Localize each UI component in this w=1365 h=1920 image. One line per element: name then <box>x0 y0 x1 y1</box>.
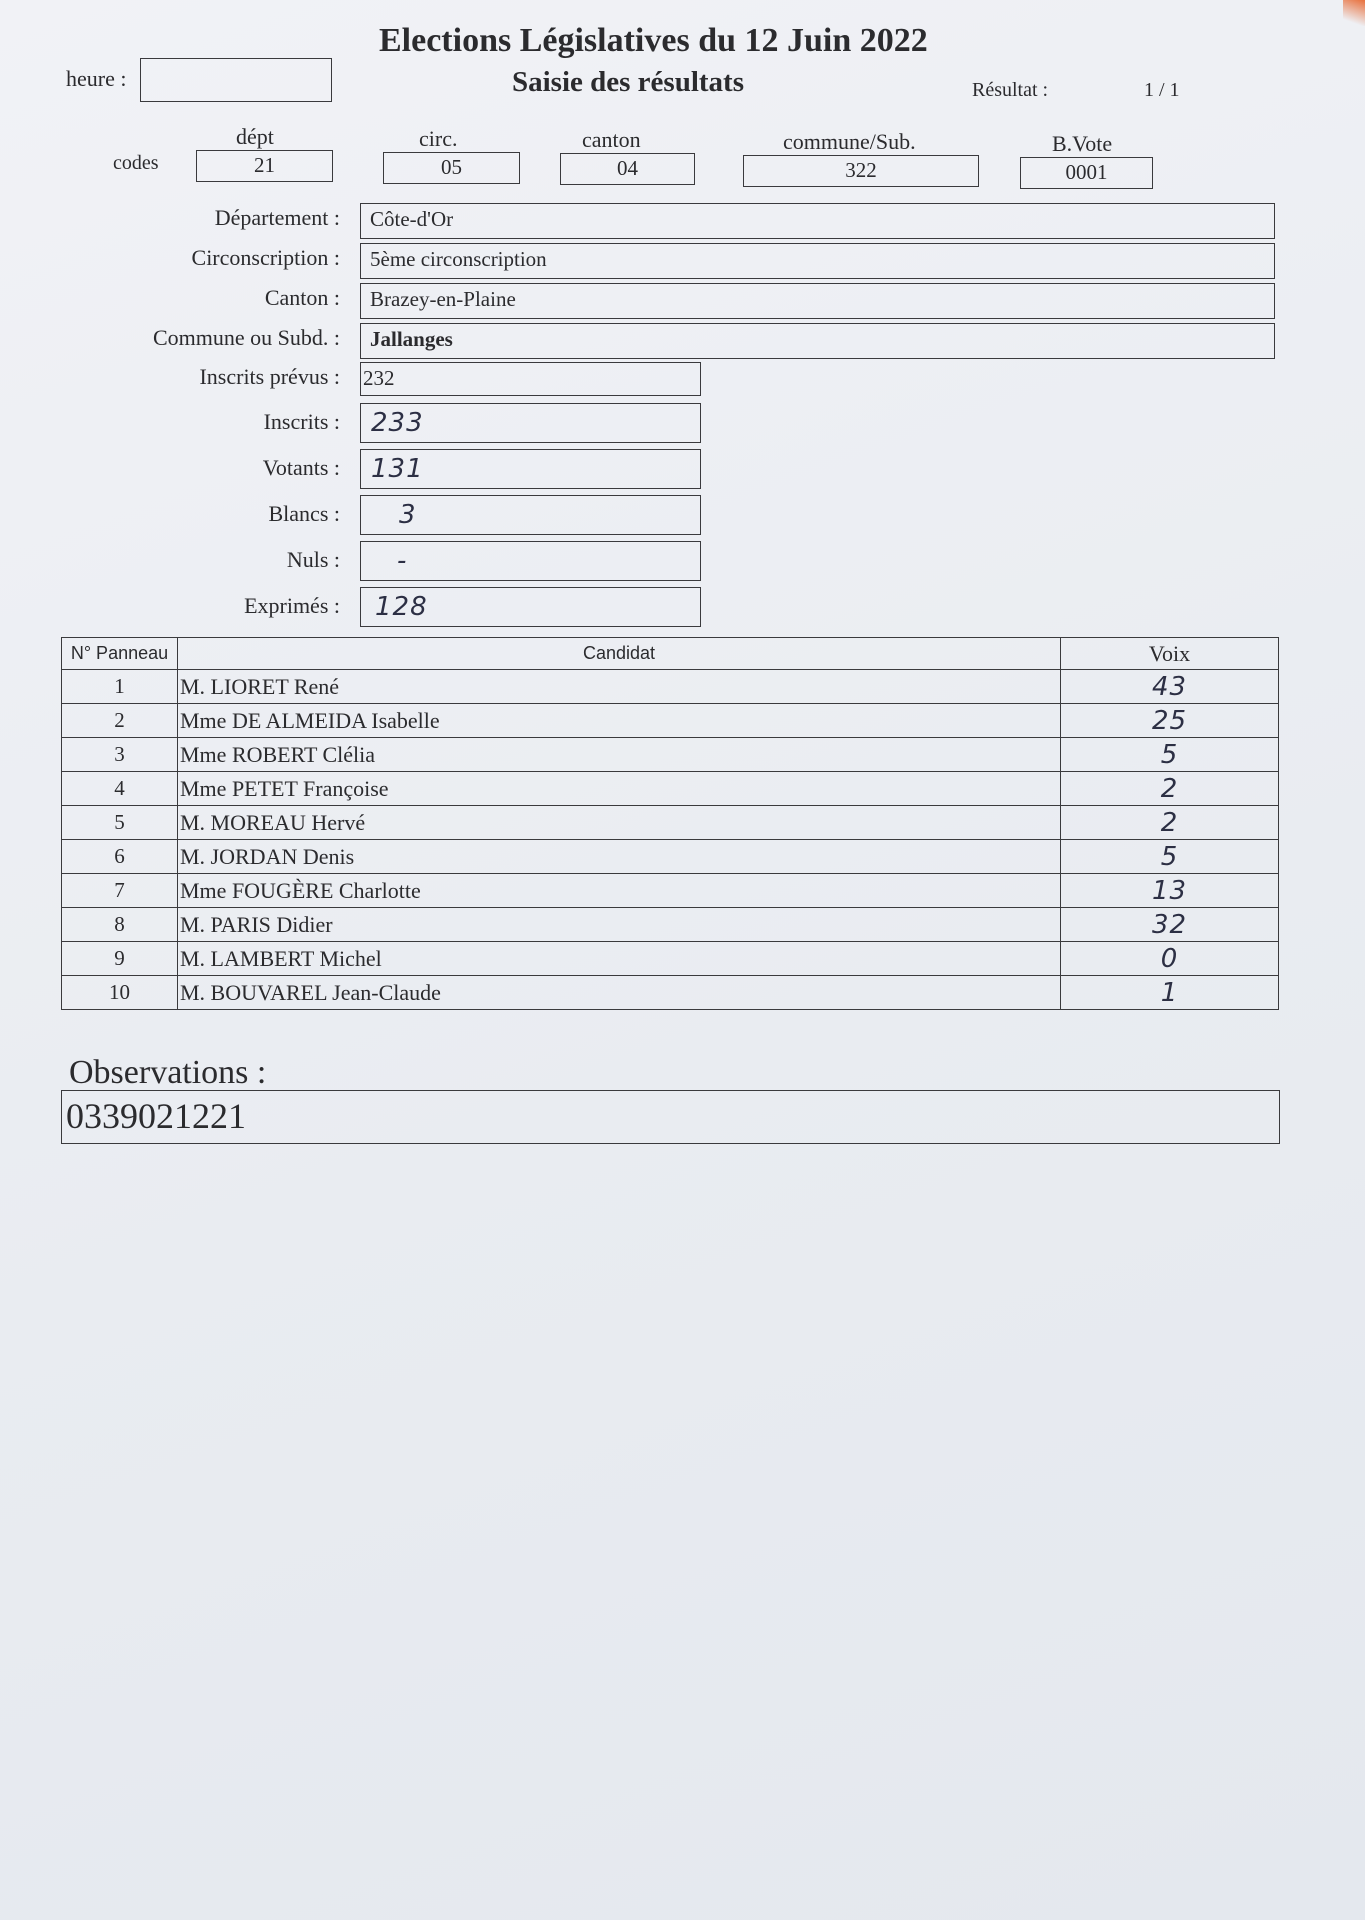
commune-code-field[interactable]: 322 <box>743 155 979 187</box>
voix-value[interactable]: 13 <box>1061 874 1279 908</box>
blancs-label: Blancs : <box>268 501 340 526</box>
voix-value[interactable]: 2 <box>1061 806 1279 840</box>
table-row <box>62 976 1279 1010</box>
commune-field[interactable]: Jallanges <box>360 323 1275 359</box>
dept-code-field[interactable]: 21 <box>196 150 333 182</box>
panneau-number: 3 <box>62 738 178 772</box>
circ-code-label: circ. <box>419 126 458 151</box>
candidate-name: Mme FOUGÈRE Charlotte <box>178 874 1061 908</box>
blancs-field[interactable]: 3 <box>360 495 701 535</box>
departement-label: Département : <box>214 205 340 230</box>
panneau-number: 9 <box>62 942 178 976</box>
page-subtitle: Saisie des résultats <box>512 66 744 98</box>
heure-label: heure : <box>66 66 127 91</box>
nuls-field[interactable]: - <box>360 541 701 581</box>
commune-label: Commune ou Subd. : <box>152 325 340 350</box>
panneau-number: 5 <box>62 806 178 840</box>
voix-value[interactable]: 5 <box>1061 738 1279 772</box>
panneau-number: 4 <box>62 772 178 806</box>
table-row <box>62 942 1279 976</box>
resultat-label: Résultat : <box>972 79 1049 101</box>
circonscription-field[interactable]: 5ème circonscription <box>360 243 1275 279</box>
table-row <box>62 908 1279 942</box>
voix-value[interactable]: 43 <box>1061 670 1279 704</box>
candidate-name: M. LAMBERT Michel <box>178 942 1061 976</box>
voix-value[interactable]: 5 <box>1061 840 1279 874</box>
panneau-number: 8 <box>62 908 178 942</box>
table-row <box>62 772 1279 806</box>
results-table <box>61 637 1279 1010</box>
heure-field[interactable] <box>140 58 332 102</box>
candidat-header: Candidat <box>178 638 1061 670</box>
candidate-name: M. LIORET René <box>178 670 1061 704</box>
canton-code-field[interactable]: 04 <box>560 153 695 185</box>
voix-value[interactable]: 1 <box>1061 976 1279 1010</box>
commune-code-label: commune/Sub. <box>783 129 916 154</box>
bvote-code-label: B.Vote <box>1052 131 1113 156</box>
observations-label: Observations : <box>69 1054 267 1091</box>
votants-label: Votants : <box>262 455 340 480</box>
circonscription-label: Circonscription : <box>191 245 340 270</box>
candidate-name: Mme PETET Françoise <box>178 772 1061 806</box>
canton-field[interactable]: Brazey-en-Plaine <box>360 283 1275 319</box>
table-row <box>62 738 1279 772</box>
voix-value[interactable]: 0 <box>1061 942 1279 976</box>
page-title: Elections Législatives du 12 Juin 2022 <box>379 22 928 59</box>
table-row <box>62 806 1279 840</box>
voix-value[interactable]: 25 <box>1061 704 1279 738</box>
observations-field[interactable]: 0339021221 <box>61 1090 1280 1144</box>
candidate-name: Mme ROBERT Clélia <box>178 738 1061 772</box>
panneau-header: N° Panneau <box>62 638 178 670</box>
panneau-number: 6 <box>62 840 178 874</box>
inscrits-field[interactable]: 233 <box>360 403 701 443</box>
table-row <box>62 704 1279 738</box>
voix-header: Voix <box>1061 638 1279 670</box>
bvote-code-field[interactable]: 0001 <box>1020 157 1153 189</box>
canton-label: Canton : <box>264 285 340 310</box>
candidate-name: M. MOREAU Hervé <box>178 806 1061 840</box>
paper-edge-stain <box>1343 0 1365 26</box>
inscrits-prevus-field[interactable]: 232 <box>360 362 701 396</box>
table-row <box>62 670 1279 704</box>
canton-code-label: canton <box>582 127 641 152</box>
circ-code-field[interactable]: 05 <box>383 152 520 184</box>
panneau-number: 2 <box>62 704 178 738</box>
voix-value[interactable]: 2 <box>1061 772 1279 806</box>
departement-field[interactable]: Côte-d'Or <box>360 203 1275 239</box>
results-header-row <box>62 638 1279 670</box>
exprimes-field[interactable]: 128 <box>360 587 701 627</box>
exprimes-label: Exprimés : <box>244 593 340 618</box>
panneau-number: 7 <box>62 874 178 908</box>
table-row <box>62 840 1279 874</box>
resultat-value: 1 / 1 <box>1144 79 1180 101</box>
voix-value[interactable]: 32 <box>1061 908 1279 942</box>
panneau-number: 10 <box>62 976 178 1010</box>
votants-field[interactable]: 131 <box>360 449 701 489</box>
table-row <box>62 874 1279 908</box>
inscrits-label: Inscrits : <box>263 409 340 434</box>
codes-label: codes <box>113 152 159 174</box>
dept-code-label: dépt <box>236 124 274 149</box>
inscrits-prevus-label: Inscrits prévus : <box>199 364 340 389</box>
candidate-name: M. JORDAN Denis <box>178 840 1061 874</box>
candidate-name: M. PARIS Didier <box>178 908 1061 942</box>
candidate-name: M. BOUVAREL Jean-Claude <box>178 976 1061 1010</box>
candidate-name: Mme DE ALMEIDA Isabelle <box>178 704 1061 738</box>
nuls-label: Nuls : <box>286 547 340 572</box>
panneau-number: 1 <box>62 670 178 704</box>
